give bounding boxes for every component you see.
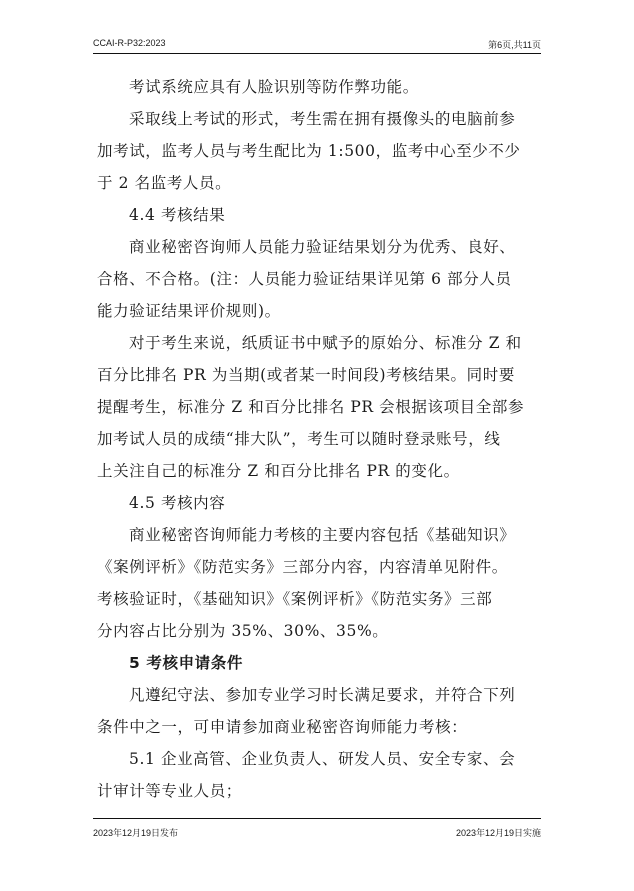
paragraph-line: 5.1 企业高管、企业负责人、研发人员、安全专家、会 (129, 750, 516, 768)
paragraph-line: 提醒考生，标准分 Z 和百分比排名 PR 会根据该项目全部参 (97, 398, 525, 416)
page-number: 第6页,共11页 (488, 40, 541, 50)
paragraph-line: 于 2 名监考人员。 (97, 174, 232, 192)
page-header (93, 26, 541, 50)
publish-date: 2023年12月19日发布 (93, 828, 179, 838)
paragraph-line: 百分比排名 PR 为当期(或者某一时间段)考核结果。同时要 (97, 366, 515, 384)
paragraph-line: 能力验证结果评价规则)。 (97, 302, 281, 320)
paragraph-line: 分内容占比分别为 35%、30%、35%。 (97, 622, 389, 640)
paragraph-line: 考核验证时，《基础知识》《案例评析》《防范实务》三部 (97, 590, 493, 608)
paragraph-line: 计审计等专业人员； (97, 782, 242, 800)
paragraph-line: 加考试，监考人员与考生配比为 1:500，监考中心至少不少 (97, 142, 521, 160)
paragraph-line: 对于考生来说，纸质证书中赋予的原始分、标准分 Z 和 (129, 334, 522, 352)
paragraph-line: 考试系统应具有人脸识别等防作弊功能。 (129, 78, 419, 96)
paragraph-line: 《案例评析》《防范实务》三部分内容，内容清单见附件。 (97, 558, 508, 576)
section-heading-5: 5 考核申请条件 (129, 654, 243, 672)
paragraph-line: 采取线上考试的形式，考生需在拥有摄像头的电脑前参 (129, 110, 516, 128)
document-code: CCAI-R-P32:2023 (93, 38, 166, 48)
paragraph-line: 加考试人员的成绩“排大队”，考生可以随时登录账号，线 (97, 430, 501, 448)
paragraph-line: 商业秘密咨询师人员能力验证结果划分为优秀、良好、 (129, 238, 516, 256)
paragraph-line: 条件中之一，可申请参加商业秘密咨询师能力考核： (97, 718, 468, 736)
paragraph-line: 上关注自己的标准分 Z 和百分比排名 PR 的变化。 (97, 462, 460, 480)
section-heading-4-4: 4.4 考核结果 (129, 206, 226, 224)
implement-date: 2023年12月19日实施 (455, 828, 541, 838)
footer-rule (93, 818, 541, 819)
paragraph-line: 商业秘密咨询师能力考核的主要内容包括《基础知识》 (129, 526, 516, 544)
header-rule (93, 53, 541, 54)
paragraph-line: 合格、不合格。(注：人员能力验证结果详见第 6 部分人员 (97, 270, 512, 288)
paragraph-line: 凡遵纪守法、参加专业学习时长满足要求，并符合下列 (129, 686, 516, 704)
section-heading-4-5: 4.5 考核内容 (129, 494, 226, 512)
document-body (97, 71, 541, 807)
